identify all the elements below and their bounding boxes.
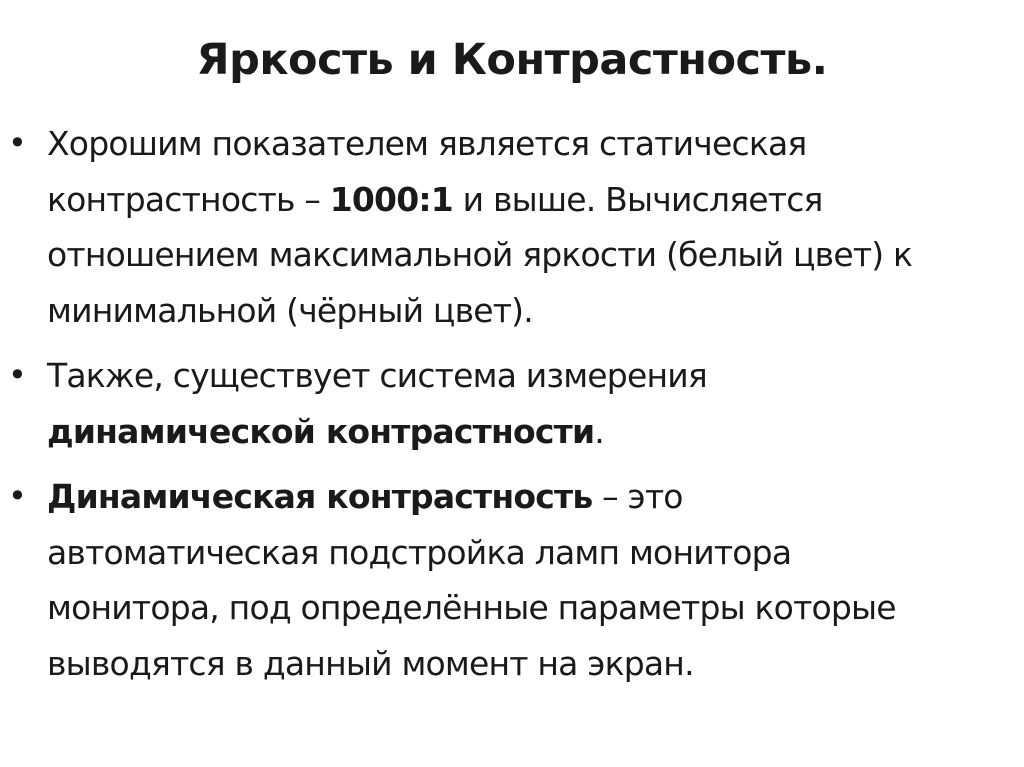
bullet-dot-icon: • — [8, 124, 27, 162]
bullet-dot-icon: • — [8, 356, 27, 394]
text-run: Также, существует система измерения — [47, 356, 707, 395]
text-run: Хорошим показателем является статическая контрастность – — [47, 124, 807, 219]
text-run-bold: динамической контрастности — [47, 411, 595, 451]
text-run: – это автоматическая подстройка ламп монитора монитора, под определённые параметры которые выводятся в данный момент на экран. — [47, 477, 896, 683]
bullet-item-dynamic-system — [0, 348, 1024, 459]
bullet-item-static-contrast — [0, 116, 1024, 338]
slide-title: Яркость и Контрастность. — [196, 35, 828, 85]
bullet-dot-icon: • — [8, 477, 27, 515]
text-run-bold: 1000:1 — [329, 179, 453, 219]
text-run: и выше. Вычисляется отношением максимальной яркости (белый цвет) к минимальной (чёрный цвет). — [47, 179, 913, 330]
bullet-text — [47, 477, 896, 683]
bullet-list — [0, 116, 1024, 701]
bullet-item-dynamic-definition — [0, 469, 1024, 691]
bullet-text — [47, 356, 707, 451]
text-run-bold: Динамическая контрастность — [47, 477, 593, 516]
text-run: . — [594, 411, 604, 451]
bullet-text — [47, 124, 912, 330]
